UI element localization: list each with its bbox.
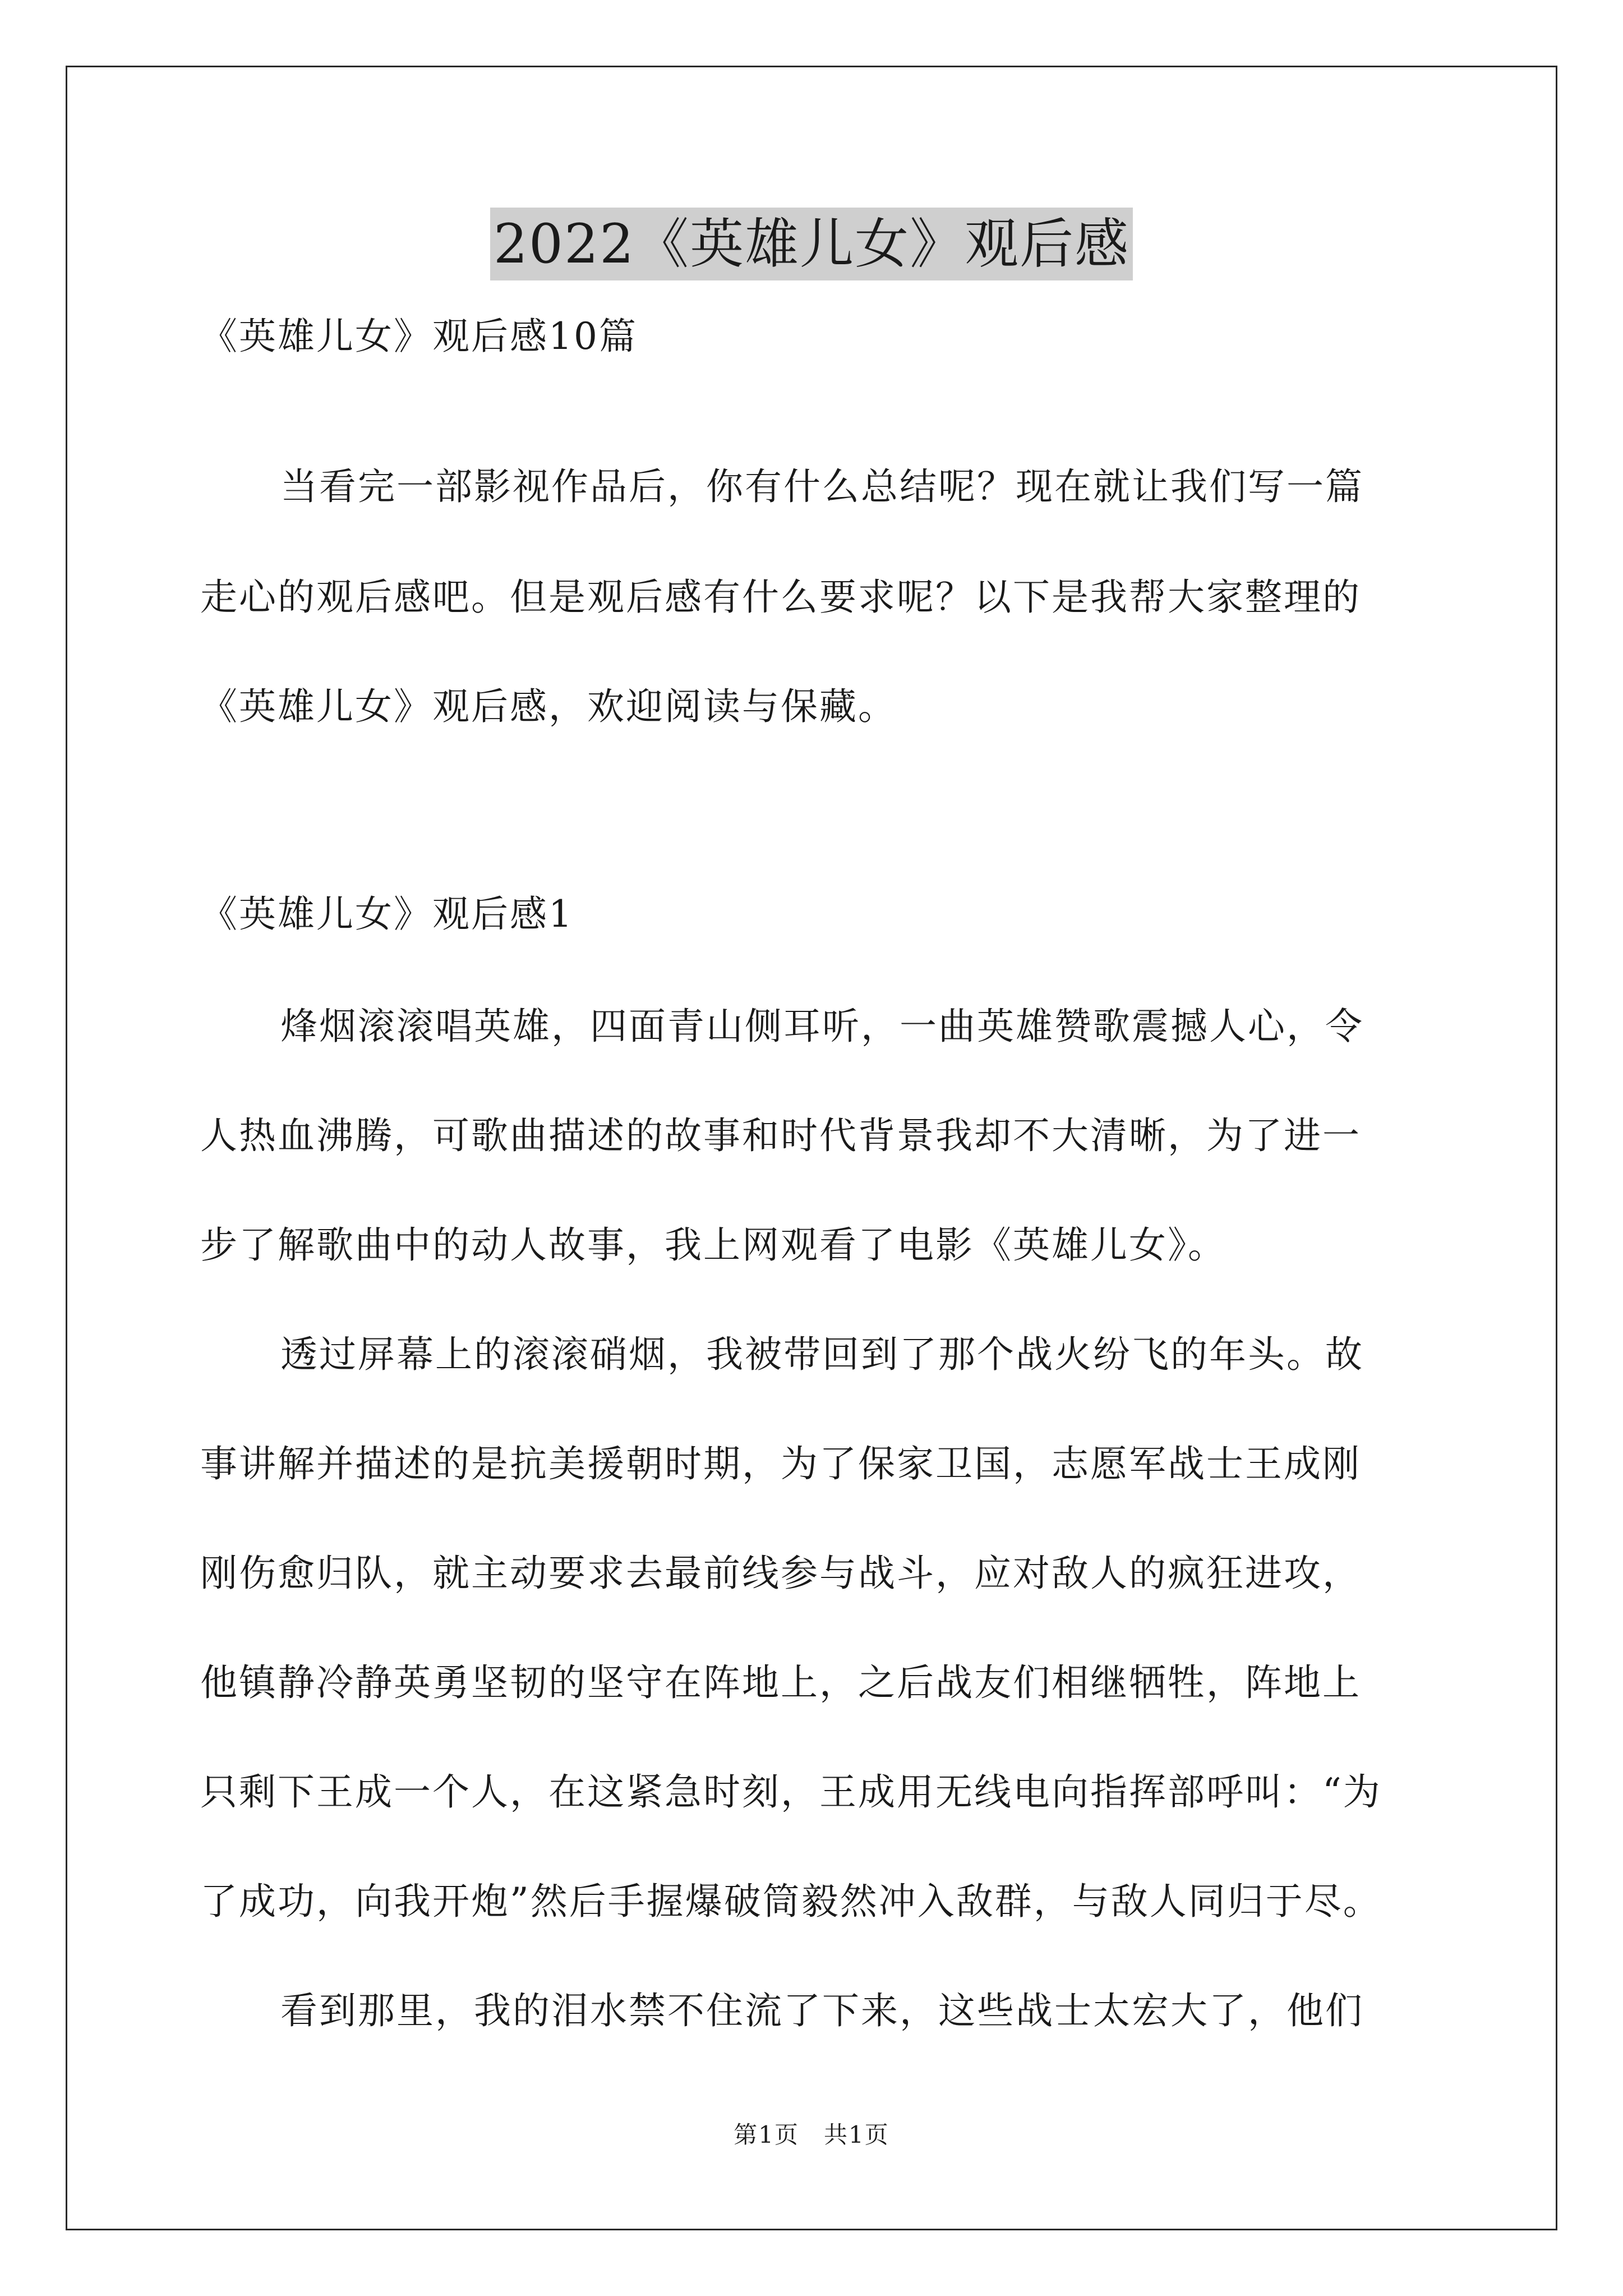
paragraph-line: 步了解歌曲中的动人故事，我上网观看了电影《英雄儿女》。	[200, 1223, 1227, 1267]
intro-line: 当看完一部影视作品后，你有什么总结呢？现在就让我们写一篇	[280, 465, 1364, 508]
intro-line: 《英雄儿女》观后感，欢迎阅读与保藏。	[200, 685, 897, 728]
paragraph-line: 只剩下王成一个人，在这紧急时刻，王成用无线电向指挥部呼叫：“为	[200, 1770, 1382, 1814]
title-container	[0, 208, 1623, 280]
document-title: 2022《英雄儿女》观后感	[490, 208, 1133, 280]
paragraph-line: 事讲解并描述的是抗美援朝时期，为了保家卫国，志愿军战士王成刚	[200, 1442, 1361, 1485]
document-subtitle: 《英雄儿女》观后感10篇	[200, 315, 638, 358]
paragraph-line: 透过屏幕上的滚滚硝烟，我被带回到了那个战火纷飞的年头。故	[280, 1333, 1364, 1376]
paragraph-line: 了成功，向我开炮”然后手握爆破筒毅然冲入敌群，与敌人同归于尽。	[200, 1880, 1382, 1923]
intro-line: 走心的观后感吧。但是观后感有什么要求呢？以下是我帮大家整理的	[200, 576, 1361, 619]
paragraph-line: 看到那里，我的泪水禁不住流了下来，这些战士太宏大了，他们	[280, 1989, 1364, 2032]
section-heading: 《英雄儿女》观后感1	[200, 892, 574, 936]
paragraph-line: 烽烟滚滚唱英雄，四面青山侧耳听，一曲英雄赞歌震撼人心，令	[280, 1005, 1364, 1048]
paragraph-line: 刚伤愈归队，就主动要求去最前线参与战斗，应对敌人的疯狂进攻，	[200, 1552, 1361, 1595]
paragraph-line: 人热血沸腾，可歌曲描述的故事和时代背景我却不大清晰，为了进一	[200, 1114, 1361, 1157]
paragraph-line: 他镇静冷静英勇坚韧的坚守在阵地上，之后战友们相继牺牲，阵地上	[200, 1661, 1361, 1704]
page-footer: 第1页 共1页	[734, 2121, 889, 2148]
